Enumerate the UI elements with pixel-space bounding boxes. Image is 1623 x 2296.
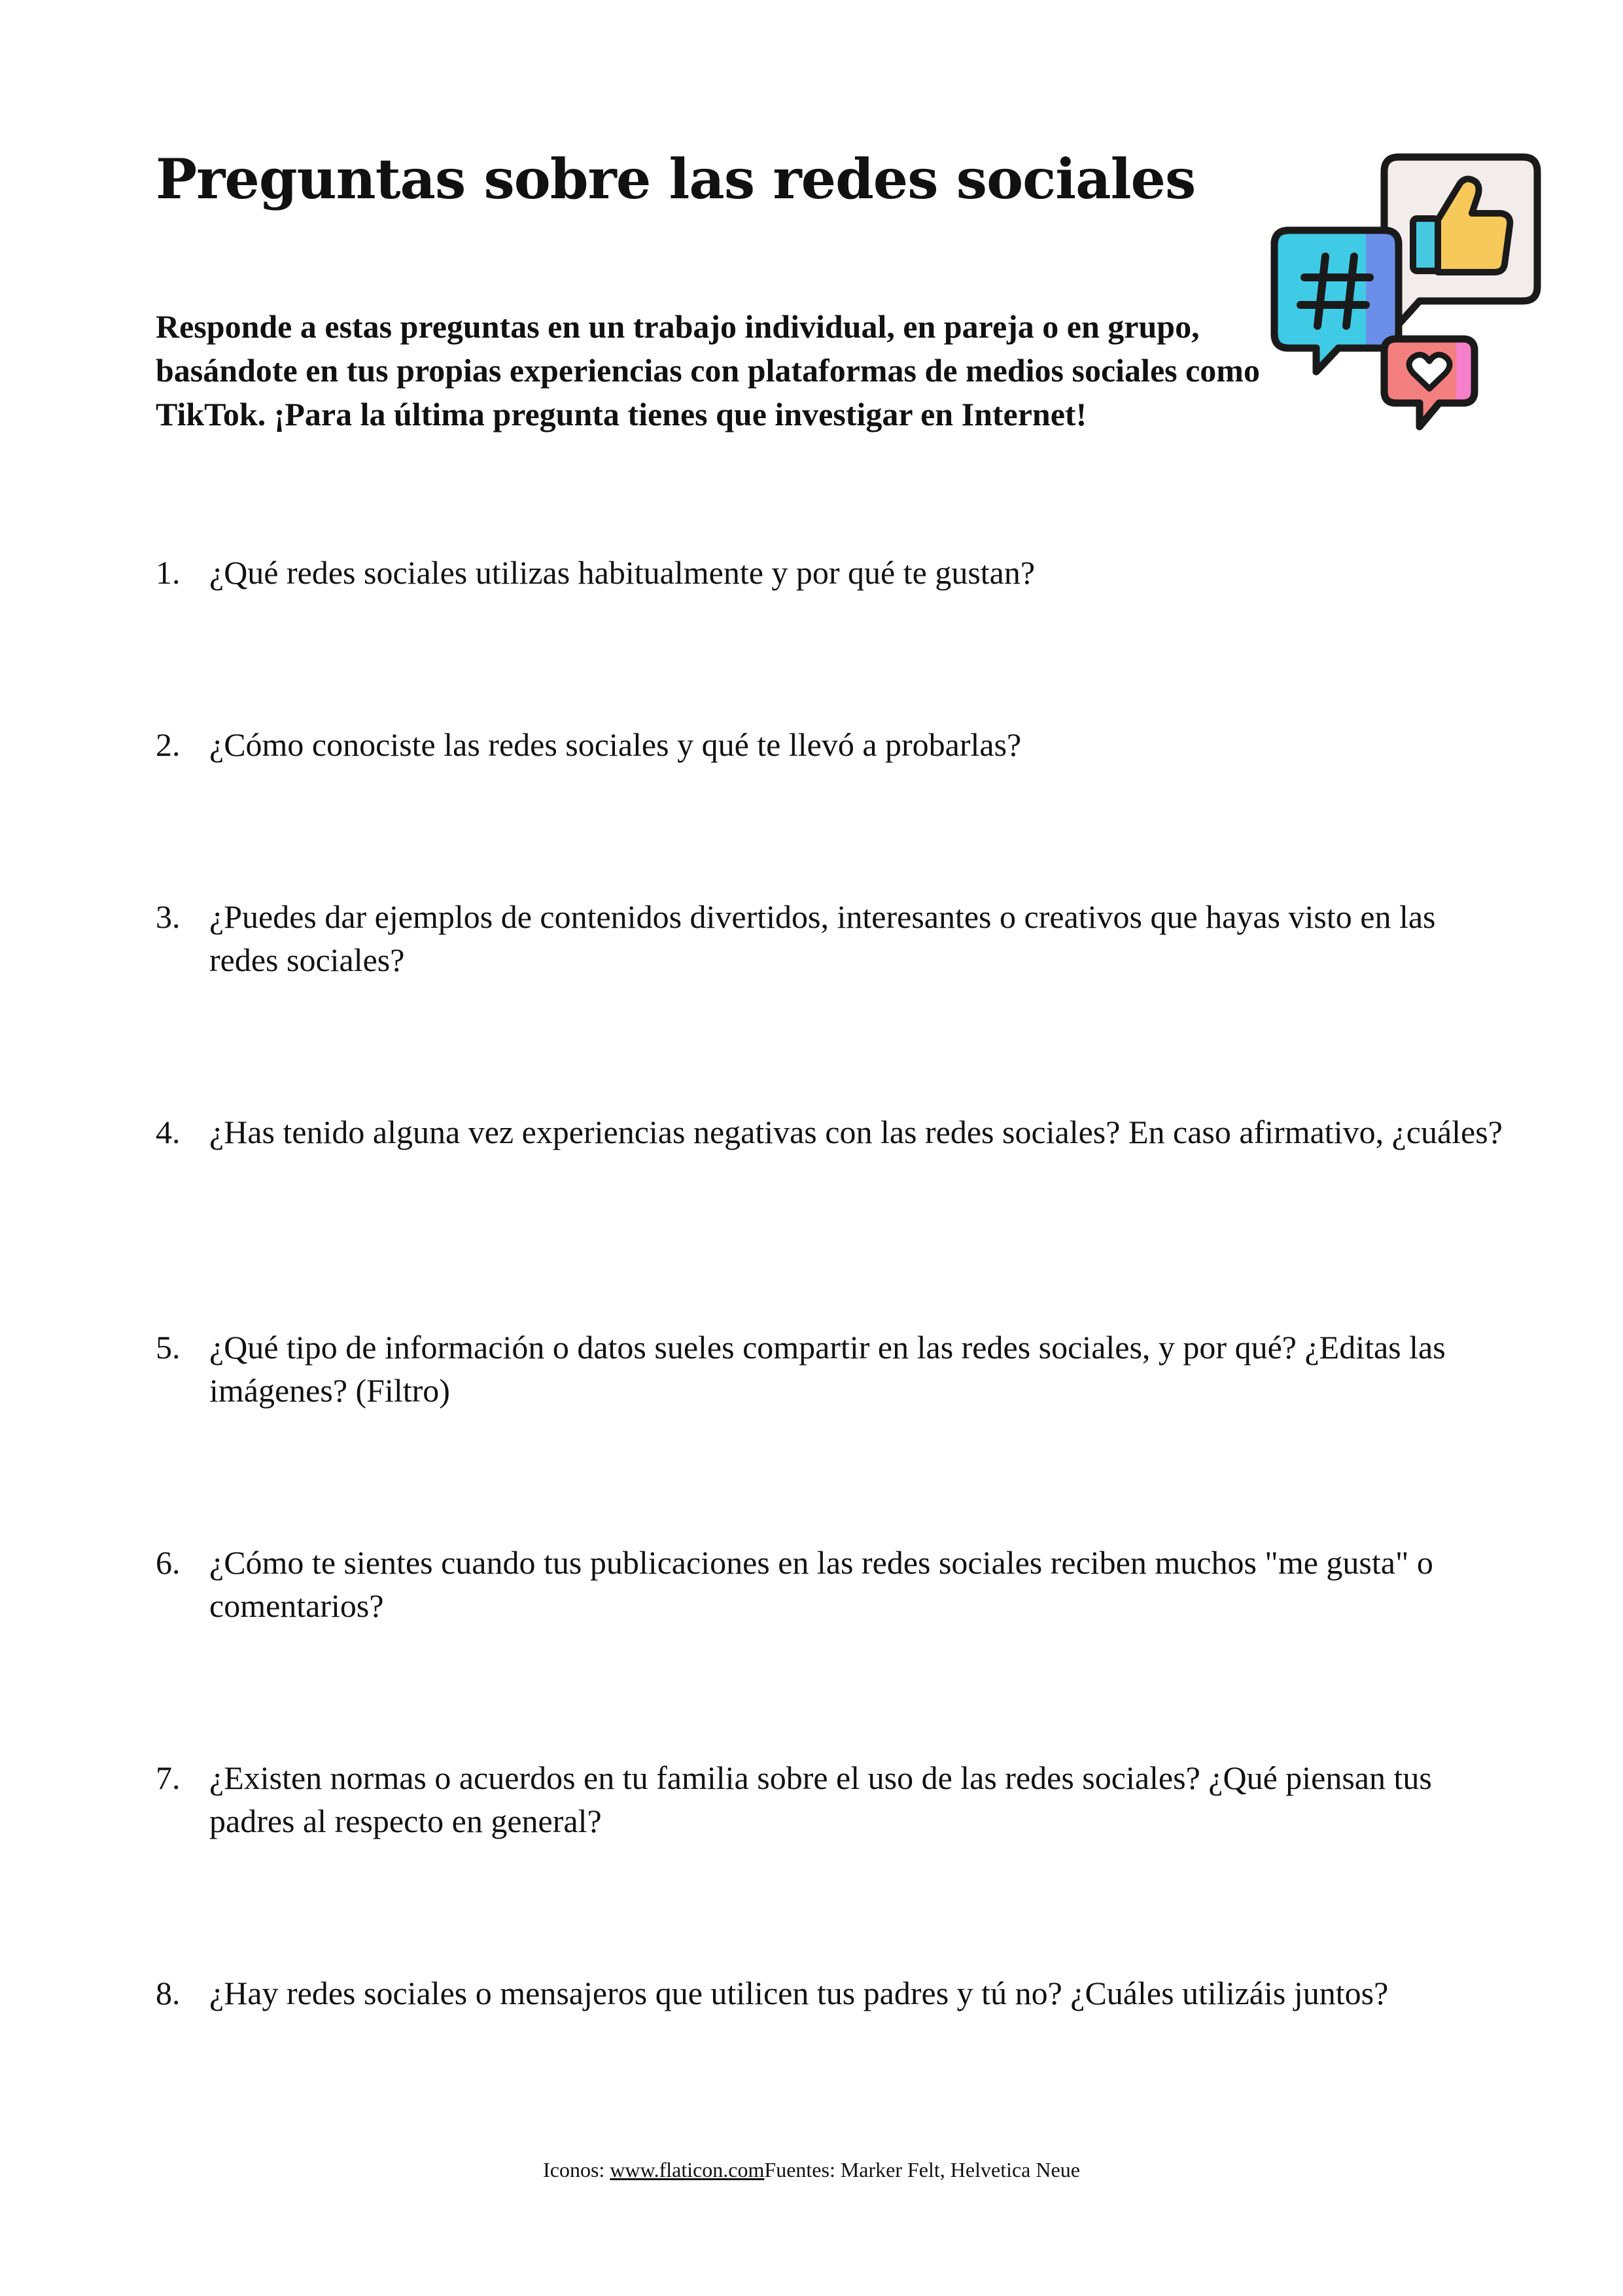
question-number: 4.: [156, 1114, 181, 1150]
question-item: [156, 1326, 1503, 1412]
intro-paragraph: Responde a estas preguntas en un trabajo individual, en pareja o en grupo, basándote en tus propias experiencias con plataformas de medios sociales como TikTok. ¡Para la última pregunta tienes que investigar en Internet!: [156, 308, 1260, 433]
question-number: 5.: [156, 1329, 181, 1366]
question-item: [156, 1756, 1503, 1843]
question-number: 8.: [156, 1975, 181, 2011]
question-item: [156, 1971, 1503, 2015]
question-item: [156, 551, 1503, 594]
question-text: ¿Hay redes sociales o mensajeros que utilicen tus padres y tú no? ¿Cuáles utilizáis juntos?: [209, 1975, 1389, 2011]
footer-credits: [0, 2157, 1623, 2183]
question-text: ¿Cómo te sientes cuando tus publicaciones en las redes sociales reciben muchos "me gusta" o comentarios?: [209, 1544, 1433, 1624]
thumbs-up-bubble-icon: [1384, 157, 1537, 327]
question-text: ¿Has tenido alguna vez experiencias negativas con las redes sociales? En caso afirmativo, ¿cuáles?: [209, 1114, 1503, 1150]
question-number: 2.: [156, 726, 181, 763]
flaticon-link[interactable]: www.flaticon.com: [610, 2158, 765, 2181]
page-title: Preguntas sobre las redes sociales: [156, 147, 1196, 211]
question-number: 1.: [156, 554, 181, 591]
question-number: 7.: [156, 1759, 181, 1796]
question-number: 6.: [156, 1544, 181, 1581]
question-item: [156, 1541, 1503, 1627]
question-text: ¿Existen normas o acuerdos en tu familia sobre el uso de las redes sociales? ¿Qué piensan tus padres al respecto en general?: [209, 1759, 1432, 1839]
question-text: ¿Qué tipo de información o datos sueles compartir en las redes sociales, y por qué? ¿Editas las imágenes? (Filtro): [209, 1329, 1446, 1409]
footer-fonts-text: Fuentes: Marker Felt, Helvetica Neue: [764, 2158, 1080, 2181]
question-text: ¿Qué redes sociales utilizas habitualmente y por qué te gustan?: [209, 554, 1036, 591]
heart-bubble-icon: [1384, 339, 1475, 427]
hashtag-bubble-icon: [1274, 230, 1399, 372]
footer-icons-label: Iconos:: [543, 2158, 610, 2181]
question-item: [156, 1110, 1503, 1154]
social-media-illustration: [1268, 149, 1549, 444]
question-text: ¿Puedes dar ejemplos de contenidos divertidos, interesantes o creativos que hayas visto en las redes sociales?: [209, 898, 1436, 978]
question-item: [156, 723, 1503, 766]
question-text: ¿Cómo conociste las redes sociales y qué te llevó a probarlas?: [209, 726, 1022, 763]
question-number: 3.: [156, 898, 181, 935]
question-item: [156, 895, 1503, 981]
